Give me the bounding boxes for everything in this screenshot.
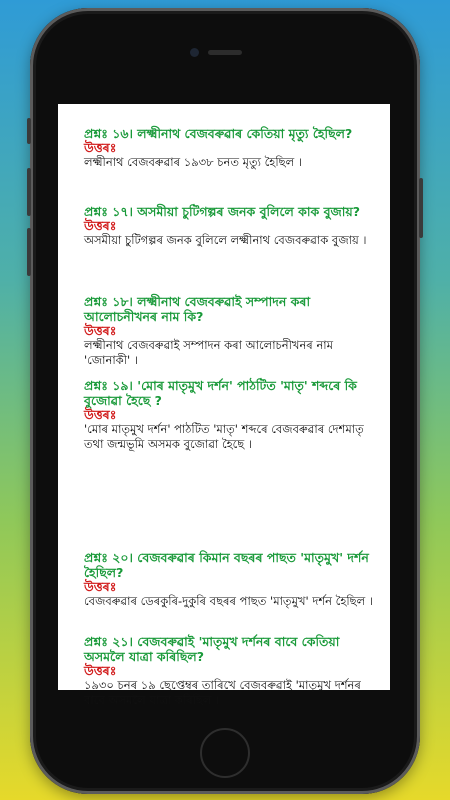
mute-switch bbox=[27, 118, 31, 144]
qa-item-19 bbox=[84, 378, 374, 452]
answer-label: উত্তৰঃ bbox=[84, 663, 117, 678]
volume-down-button bbox=[27, 228, 31, 276]
question-text: প্ৰশ্নঃ ২১। বেজবৰুৱাই 'মাতৃমুখ দৰ্শনৰ বাবে কেতিয়া অসমলৈ যাত্ৰা কৰিছিল? bbox=[84, 634, 340, 664]
answer-text: লক্ষ্মীনাথ বেজবৰুৱাই সম্পাদন কৰা আলোচনীখনৰ নাম 'জোনাকী' । bbox=[84, 338, 334, 367]
qa-item-18 bbox=[84, 294, 374, 368]
app-screen[interactable] bbox=[58, 104, 390, 707]
front-camera-icon bbox=[190, 48, 199, 57]
answer-label: উত্তৰঃ bbox=[84, 407, 117, 422]
speaker-grille bbox=[208, 50, 242, 55]
qa-item-16 bbox=[84, 126, 374, 170]
answer-label: উত্তৰঃ bbox=[84, 218, 117, 233]
volume-up-button bbox=[27, 168, 31, 216]
home-button[interactable] bbox=[200, 728, 250, 778]
power-button bbox=[419, 178, 423, 238]
answer-text: বেজবৰুৱাৰ ডেৰকুৰি-দুকুৰি বছৰৰ পাছত 'মাতৃমুখ' দৰ্শন হৈছিল । bbox=[84, 594, 373, 608]
answer-text: অসমীয়া চুটিগল্পৰ জনক বুলিলে লক্ষ্মীনাথ বেজবৰুৱাক বুজায় । bbox=[84, 233, 367, 247]
question-text: প্ৰশ্নঃ ১৮। লক্ষ্মীনাথ বেজবৰুৱাই সম্পাদন কৰা আলোচনীখনৰ নাম কি? bbox=[84, 294, 311, 324]
answer-label: উত্তৰঃ bbox=[84, 579, 117, 594]
question-text: প্ৰশ্নঃ ১৯। 'মোৰ মাতৃমুখ দৰ্শন' পাঠটিত 'মাতৃ' শব্দৰে কি বুজোৱা হৈছে ? bbox=[84, 378, 357, 408]
answer-text: লক্ষ্মীনাথ বেজবৰুৱাৰ ১৯৩৮ চনত মৃত্যু হৈছিল । bbox=[84, 155, 302, 169]
qa-item-21 bbox=[84, 634, 374, 708]
answer-label: উত্তৰঃ bbox=[84, 140, 117, 155]
qa-item-17 bbox=[84, 204, 374, 248]
question-text: প্ৰশ্নঃ ২০। বেজবৰুৱাৰ কিমান বছৰৰ পাছত 'মাতৃমুখ' দৰ্শন হৈছিল? bbox=[84, 550, 369, 580]
qa-item-20 bbox=[84, 550, 374, 609]
question-text: প্ৰশ্নঃ ১৭। অসমীয়া চুটিগল্পৰ জনক বুলিলে কাক বুজায়? bbox=[84, 204, 360, 219]
answer-text: ১৯৩০ চনৰ ১৯ ছেপ্তেম্বৰ তাৰিখে বেজবৰুৱাই 'মাতৃমুখ দৰ্শনৰ বাবে অসমলৈ যাত্ৰা কৰিছিল । bbox=[84, 678, 361, 707]
answer-text: 'মোৰ মাতৃমুখ দৰ্শন' পাঠটিত 'মাতৃ' শব্দৰে বেজবৰুৱাৰ দেশমাতৃ তথা জন্মভূমি অসমক বুজোৱা হৈছে । bbox=[84, 422, 364, 451]
question-text: প্ৰশ্নঃ ১৬। লক্ষ্মীনাথ বেজবৰুৱাৰ কেতিয়া মৃত্যু হৈছিল? bbox=[84, 126, 353, 141]
answer-label: উত্তৰঃ bbox=[84, 323, 117, 338]
